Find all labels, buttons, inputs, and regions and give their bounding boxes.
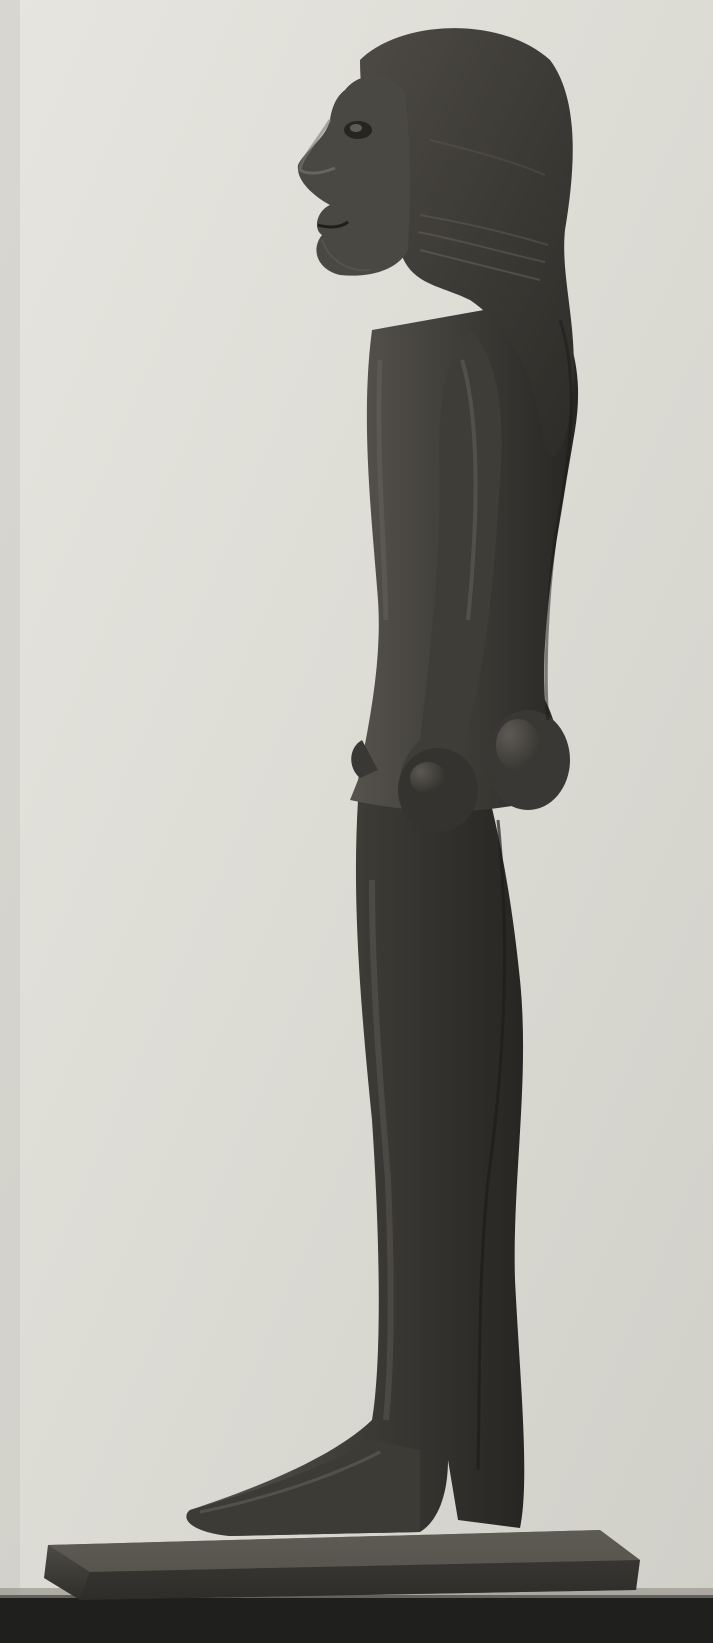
left-edge-shadow: [0, 0, 20, 1643]
bottom-shelf: [0, 1595, 713, 1643]
